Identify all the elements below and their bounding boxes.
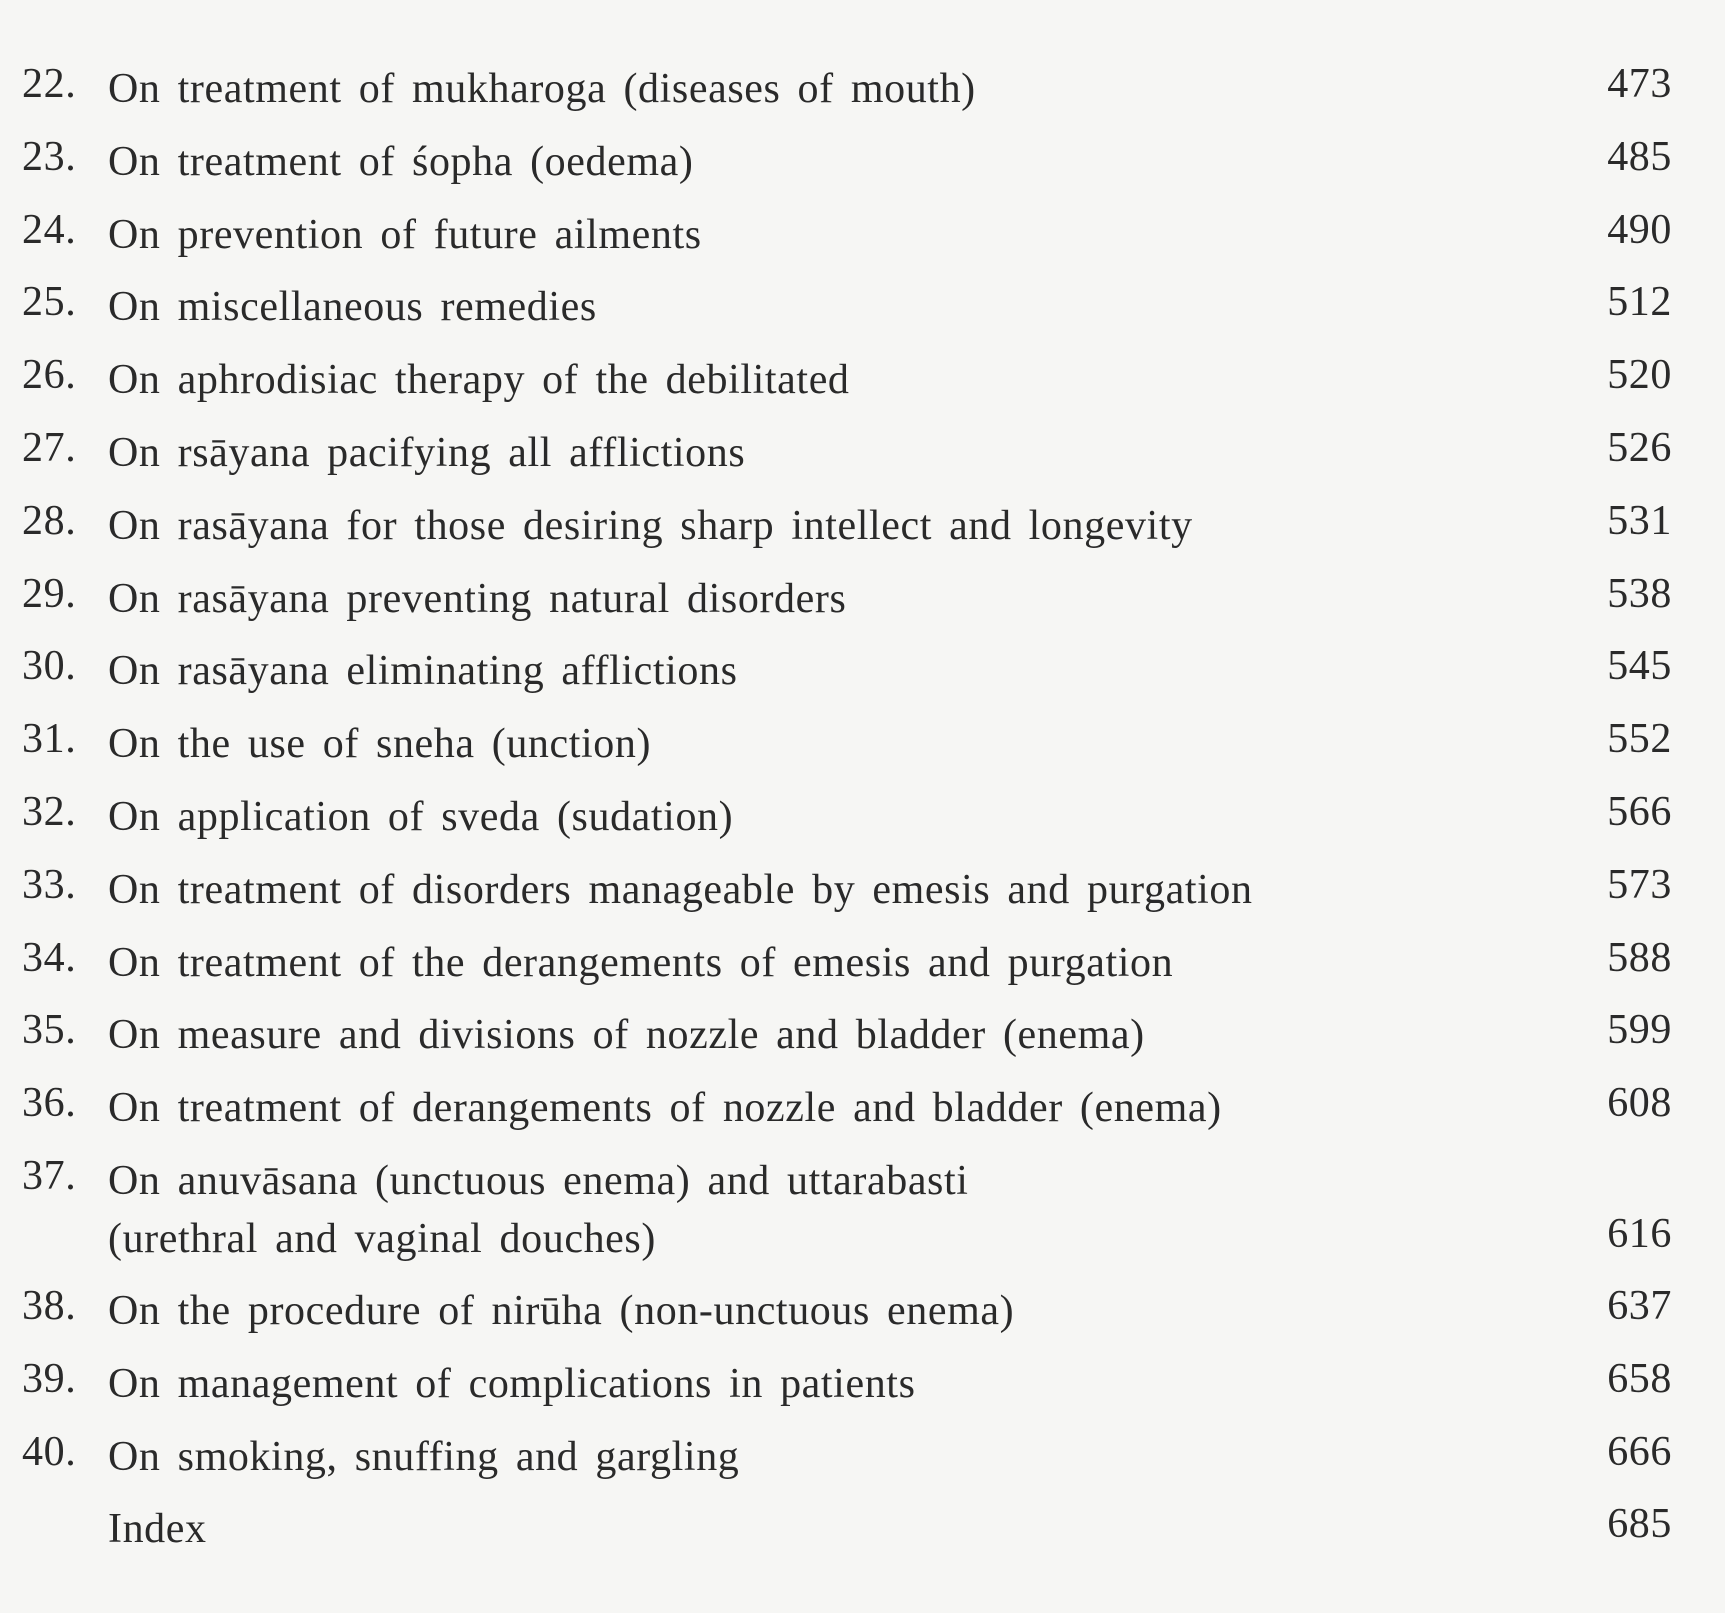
chapter-number: 25. (22, 279, 77, 326)
chapter-number: 24. (22, 206, 77, 253)
page-number: 552 (1607, 716, 1672, 763)
page-number: 545 (1607, 643, 1672, 690)
page-number: 588 (1607, 934, 1672, 981)
chapter-title: On management of complications in patients (108, 1360, 916, 1407)
chapter-number: 26. (22, 352, 77, 399)
chapter-title: On the procedure of nirūha (non-unctuous enema) (108, 1287, 1015, 1334)
chapter-number: 36. (22, 1080, 77, 1127)
page-number: 485 (1607, 133, 1672, 180)
toc-entry (22, 487, 1672, 560)
page-number: 520 (1607, 352, 1672, 399)
page-number: 616 (1607, 1210, 1672, 1257)
toc-entry (22, 1069, 1672, 1142)
page-number: 573 (1607, 861, 1672, 908)
chapter-number: 30. (22, 643, 77, 690)
toc-entry (22, 996, 1672, 1069)
toc-entry-index (22, 1490, 1672, 1563)
page-number: 538 (1607, 570, 1672, 617)
chapter-title: On rasāyana eliminating afflictions (108, 648, 738, 695)
chapter-number: 32. (22, 788, 77, 835)
index-title: Index (108, 1506, 207, 1553)
toc-entry (22, 1345, 1672, 1418)
page-number: 599 (1607, 1007, 1672, 1054)
chapter-number: 27. (22, 424, 77, 471)
toc-entry (22, 924, 1672, 997)
chapter-number: 37. (22, 1152, 77, 1199)
chapter-title: On application of sveda (sudation) (108, 793, 734, 840)
chapter-title: On prevention of future ailments (108, 211, 702, 258)
page-number: 473 (1607, 61, 1672, 107)
toc-entry (22, 1142, 1672, 1272)
page-number: 666 (1607, 1428, 1672, 1475)
chapter-title: On rsāyana pacifying all afflictions (108, 429, 746, 476)
chapter-number: 31. (22, 716, 77, 763)
chapter-title: On aphrodisiac therapy of the debilitated (108, 357, 850, 404)
chapter-title: On miscellaneous remedies (108, 284, 597, 331)
page-number: 531 (1607, 497, 1672, 544)
chapter-number: 35. (22, 1007, 77, 1054)
chapter-number: 39. (22, 1355, 77, 1402)
page-number: 608 (1607, 1080, 1672, 1127)
toc-entry (22, 632, 1672, 705)
chapter-title: On rasāyana for those desiring sharp intellect and longevity (108, 502, 1193, 549)
chapter-title: On treatment of disorders manageable by emesis and purgation (108, 866, 1253, 913)
toc-entry (22, 50, 1672, 123)
chapter-number: 28. (22, 497, 77, 544)
table-of-contents (22, 50, 1672, 1563)
chapter-number: 23. (22, 133, 77, 180)
chapter-title: On smoking, snuffing and gargling (108, 1433, 740, 1480)
toc-entry (22, 341, 1672, 414)
chapter-number: 29. (22, 570, 77, 617)
toc-entry (22, 851, 1672, 924)
chapter-title: On measure and divisions of nozzle and bladder (enema) (108, 1012, 1145, 1059)
chapter-number: 40. (22, 1428, 77, 1475)
chapter-title: On treatment of śopha (oedema) (108, 138, 694, 185)
toc-entry (22, 705, 1672, 778)
page-number: 526 (1607, 424, 1672, 471)
toc-entry (22, 1272, 1672, 1345)
toc-entry (22, 778, 1672, 851)
page-number: 637 (1607, 1282, 1672, 1329)
chapter-number: 34. (22, 934, 77, 981)
chapter-title: On treatment of mukharoga (diseases of mouth) (108, 66, 976, 112)
chapter-title: On treatment of the derangements of emesis and purgation (108, 939, 1174, 986)
page-number: 685 (1607, 1501, 1672, 1548)
page-number: 658 (1607, 1355, 1672, 1402)
chapter-title: On treatment of derangements of nozzle and bladder (enema) (108, 1085, 1222, 1132)
toc-entry (22, 414, 1672, 487)
toc-entry (22, 196, 1672, 269)
chapter-title: On the use of sneha (unction) (108, 721, 652, 768)
toc-entry (22, 560, 1672, 633)
toc-entry (22, 1418, 1672, 1491)
toc-entry (22, 268, 1672, 341)
page-number: 512 (1607, 279, 1672, 326)
chapter-number: 33. (22, 861, 77, 908)
chapter-title: On anuvāsana (unctuous enema) and uttarabasti (urethral and vaginal douches) (108, 1157, 969, 1262)
page-number: 490 (1607, 206, 1672, 253)
chapter-number: 38. (22, 1282, 77, 1329)
chapter-number: 22. (22, 61, 77, 107)
toc-entry (22, 123, 1672, 196)
chapter-title: On rasāyana preventing natural disorders (108, 575, 847, 622)
page-number: 566 (1607, 788, 1672, 835)
